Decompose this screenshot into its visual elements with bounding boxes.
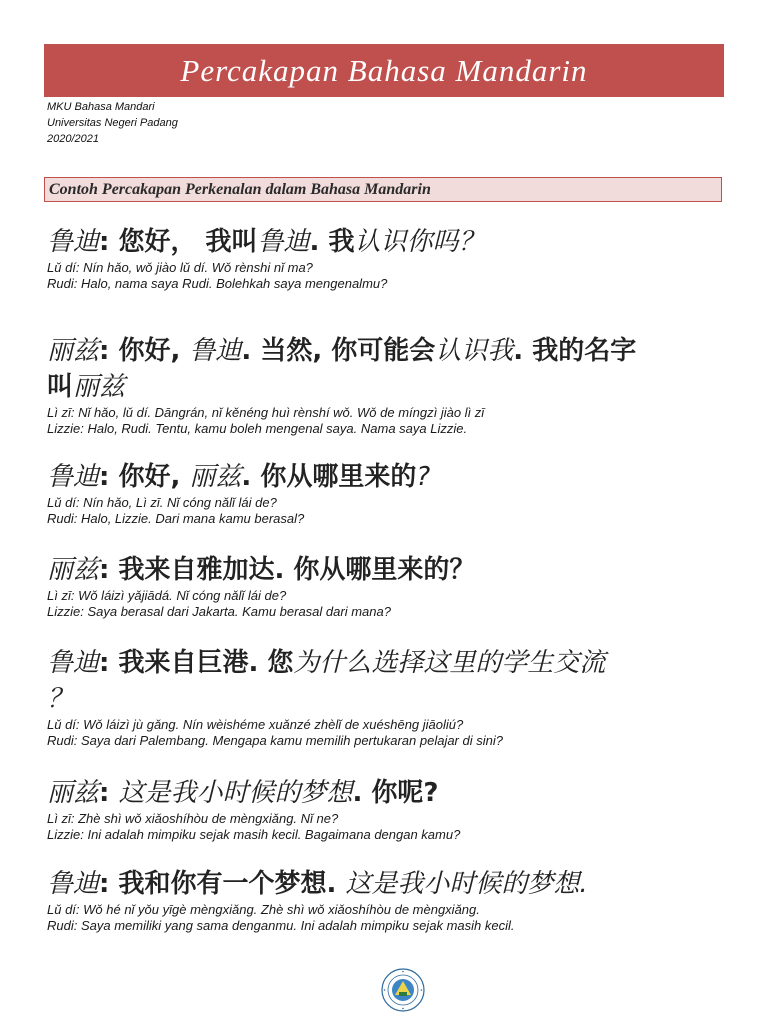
dialogue-line-6 [47, 775, 737, 843]
pinyin: Lǔ dí: Nín hǎo, wǒ jiào lǔ dí. Wǒ rènshi nǐ ma? [47, 260, 313, 275]
chinese-text-continued: 叫丽兹 [47, 372, 126, 402]
translation: Rudi: Saya memiliki yang sama denganmu. Ini adalah mimpiku sejak masih kecil. [47, 918, 515, 933]
dialogue-line-5 [47, 645, 737, 749]
translation: Lizzie: Ini adalah mimpiku sejak masih kecil. Bagaimana dengan kamu? [47, 827, 461, 842]
speaker: 丽兹 [47, 555, 100, 585]
translation: Rudi: Halo, nama saya Rudi. Bolehkah saya mengenalmu? [47, 276, 388, 291]
chinese-text: 丽兹: 你好, 鲁迪. 当然, 你可能会认识我. 我的名字 [47, 336, 637, 366]
university-seal-logo [381, 968, 425, 1012]
speaker: 丽兹 [47, 336, 100, 366]
academic-year: 2020/2021 [47, 133, 99, 145]
section-heading: Contoh Percakapan Perkenalan dalam Bahasa Mandarin [44, 177, 722, 202]
speaker: 鲁迪 [47, 462, 100, 492]
dialogue-line-7 [47, 866, 737, 934]
dialogue-line-1 [47, 224, 737, 292]
chinese-text-continued: ？ [47, 684, 74, 714]
dialogue-line-2 [47, 333, 737, 437]
course-name: MKU Bahasa Mandari [47, 101, 155, 113]
pinyin: Lǔ dí: Wǒ hé nǐ yǒu yīgè mèngxiǎng. Zhè shì wǒ xiǎoshíhòu de mèngxiǎng. [47, 902, 480, 917]
translation: Rudi: Saya dari Palembang. Mengapa kamu memilih pertukaran pelajar di sini? [47, 733, 503, 748]
document-meta [47, 99, 178, 147]
pinyin: Lì zī: Wǒ láizì yǎjiādá. Nǐ cóng nǎlǐ lái de? [47, 588, 287, 603]
chinese-text: 鲁迪: 您好， 我叫鲁迪. 我认识你吗？ [47, 227, 485, 257]
dialogue-line-3 [47, 459, 737, 527]
speaker: 鲁迪 [47, 648, 100, 678]
pinyin: Lǔ dí: Wǒ láizì jù gǎng. Nín wèishéme xuǎnzé zhèlǐ de xuéshēng jiāoliú? [47, 717, 464, 732]
chinese-text: 鲁迪: 你好, 丽兹. 你从哪里来的? [47, 462, 431, 492]
dialogue-line-4 [47, 552, 737, 620]
pinyin: Lì zī: Zhè shì wǒ xiǎoshíhòu de mèngxiǎng. Nǐ ne? [47, 811, 339, 826]
speaker: 鲁迪 [47, 227, 100, 257]
translation: Rudi: Halo, Lizzie. Dari mana kamu berasal? [47, 511, 305, 526]
speaker: 丽兹 [47, 778, 100, 808]
chinese-text: 丽兹: 我来自雅加达. 你从哪里来的？ [47, 555, 476, 585]
chinese-text: 鲁迪: 我来自巨港. 您为什么选择这里的学生交流 [47, 648, 606, 678]
chinese-text: 丽兹: 这是我小时候的梦想. 你呢? [47, 778, 439, 808]
chinese-text: 鲁迪: 我和你有一个梦想. 这是我小时候的梦想. [47, 869, 588, 899]
page-title: Percakapan Bahasa Mandarin [44, 44, 724, 97]
pinyin: Lǔ dí: Nín hǎo, Lì zī. Nǐ cóng nǎlǐ lái de? [47, 495, 277, 510]
translation: Lizzie: Saya berasal dari Jakarta. Kamu berasal dari mana? [47, 604, 391, 619]
university-name: Universitas Negeri Padang [47, 117, 178, 129]
pinyin: Lì zī: Nǐ hǎo, lǔ dí. Dāngrán, nǐ kěnéng huì rènshí wǒ. Wǒ de míngzì jiào lì zī [47, 405, 485, 420]
speaker: 鲁迪 [47, 869, 100, 899]
translation: Lizzie: Halo, Rudi. Tentu, kamu boleh mengenal saya. Nama saya Lizzie. [47, 421, 468, 436]
